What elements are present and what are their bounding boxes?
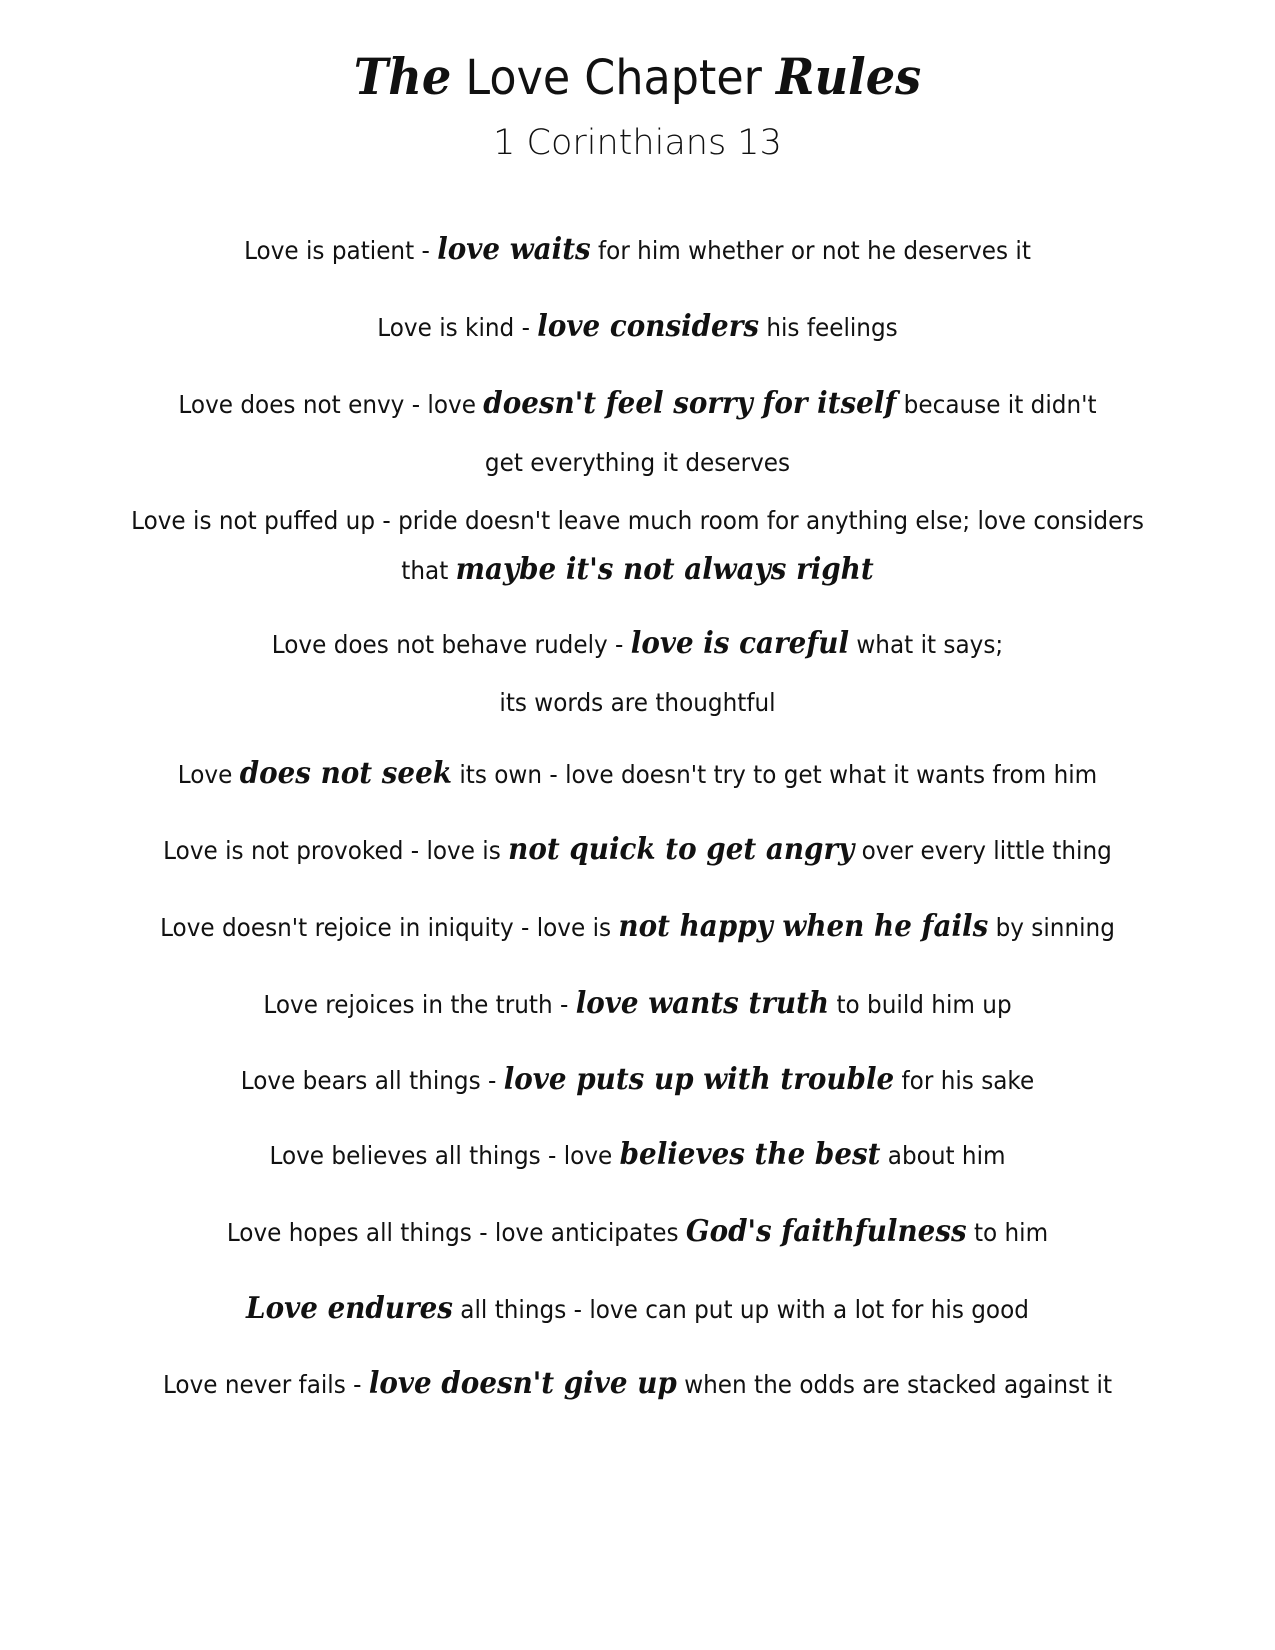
line-script-text: love wants truth: [575, 986, 830, 1021]
line-text: Love does not envy - love: [178, 390, 484, 419]
line-text: for him whether or not he deserves it: [590, 236, 1031, 265]
line-text: Love hopes all things - love anticipates: [226, 1218, 686, 1247]
line-text: Love bears all things -: [240, 1066, 504, 1095]
text-line: [48, 622, 1228, 667]
text-line: [48, 752, 1228, 797]
line-script-text: love doesn't give up: [368, 1366, 677, 1401]
line-text: Love is not provoked - love is: [163, 836, 509, 865]
line-text: about him: [880, 1141, 1006, 1170]
line-script-text: believes the best: [619, 1137, 881, 1172]
text-line: [48, 905, 1228, 950]
text-line: [48, 982, 1228, 1027]
line-text: his feelings: [758, 313, 898, 342]
line-text: Love doesn't rejoice in iniquity - love is: [160, 913, 619, 942]
text-line: [48, 498, 1228, 543]
text-line: [48, 382, 1228, 427]
line-script-text: not happy when he fails: [618, 909, 989, 944]
text-line: [48, 548, 1228, 593]
line-text: that: [401, 556, 456, 585]
line-text: to build him up: [829, 990, 1012, 1019]
line-text: Love believes all things - love: [269, 1141, 620, 1170]
title-script-the: The: [353, 47, 452, 106]
line-text: over every little thing: [854, 836, 1112, 865]
line-text: its own - love doesn't try to get what it wants from him: [452, 760, 1098, 789]
line-script-text: doesn't feel sorry for itself: [483, 386, 897, 421]
title-plain-text: Love Chapter: [465, 50, 762, 106]
text-line: [48, 1287, 1228, 1332]
line-text: Love is patient -: [244, 236, 438, 265]
text-line: [48, 1210, 1228, 1255]
line-text: all things - love can put up with a lot for his good: [452, 1295, 1029, 1324]
line-text: Love does not behave rudely -: [271, 630, 631, 659]
line-text: Love: [177, 760, 240, 789]
line-text: Love rejoices in the truth -: [263, 990, 576, 1019]
line-script-text: God's faithfulness: [685, 1214, 967, 1249]
text-line: [48, 1362, 1228, 1407]
page-subtitle: 1 Corinthians 13: [493, 123, 782, 163]
line-text: Love is not puffed up - pride doesn't leave much room for anything else; love considers: [131, 506, 1144, 535]
line-script-text: love considers: [537, 309, 759, 344]
line-text: because it didn't: [896, 390, 1097, 419]
page-title: [48, 42, 1228, 113]
line-script-text: not quick to get angry: [508, 832, 855, 867]
line-text: its words are thoughtful: [499, 688, 776, 717]
text-line: [48, 1058, 1228, 1103]
line-text: Love is kind -: [377, 313, 538, 342]
text-line: [48, 305, 1228, 350]
line-text: for his sake: [894, 1066, 1035, 1095]
text-line: [48, 228, 1228, 273]
line-text: to him: [966, 1218, 1049, 1247]
text-line: [48, 1133, 1228, 1178]
line-text: what it says;: [849, 630, 1004, 659]
line-text: get everything it deserves: [484, 448, 791, 477]
title-script-rules: Rules: [776, 47, 922, 106]
line-text: Love never fails -: [162, 1370, 369, 1399]
line-script-text: love is careful: [630, 626, 850, 661]
line-script-text: Love endures: [246, 1291, 453, 1326]
line-text: by sinning: [988, 913, 1115, 942]
text-line: [48, 440, 1228, 485]
text-line: [48, 828, 1228, 873]
line-script-text: love waits: [437, 232, 591, 267]
text-line: [48, 680, 1228, 725]
line-script-text: does not seek: [239, 756, 453, 791]
line-script-text: maybe it's not always right: [455, 552, 874, 587]
line-text: when the odds are stacked against it: [676, 1370, 1113, 1399]
line-script-text: love puts up with trouble: [503, 1062, 895, 1097]
